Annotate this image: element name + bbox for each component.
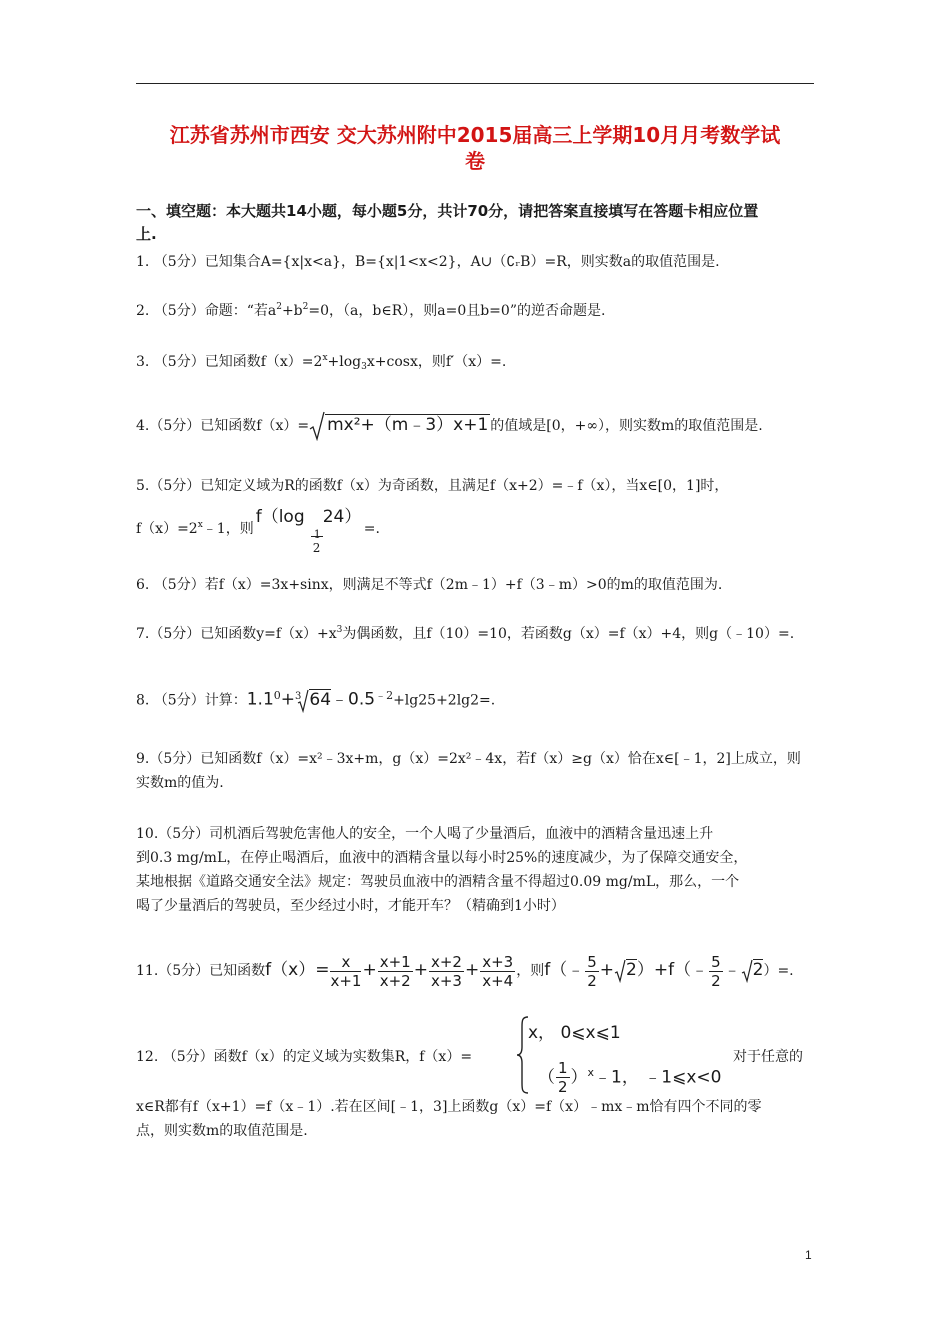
q11-frac-2 — [378, 953, 413, 990]
radical-sign-icon — [309, 411, 325, 441]
q8-half: ﹣0.5 — [331, 689, 376, 710]
q11-num-2: x+1 — [379, 952, 411, 971]
q4-part-a: 4.（5分）已知函数f（x）= — [136, 418, 310, 434]
question-12-lines — [136, 1095, 820, 1143]
q3-part-a: 3. （5分）已知函数f（x）=2 — [136, 354, 323, 370]
page-number: 1 — [805, 1248, 812, 1262]
q11-frac-1 — [330, 953, 361, 990]
q12-c2-rp: ） — [570, 1067, 588, 1088]
q12-c2-num: 1 — [558, 1059, 568, 1077]
q11-den-1: x+1 — [330, 971, 362, 990]
question-6-text: 6. （5分）若f（x）=3x+sinx，则满足不等式f（2m﹣1）+f（3﹣m）>0的m的取值范围为. — [136, 577, 723, 593]
q11-sign-minus: ﹣ — [723, 960, 741, 980]
page-title — [120, 122, 830, 174]
q8-base: 1.1 — [246, 689, 274, 710]
q11-fden-b: 2 — [711, 971, 721, 990]
q3-part-b: +log — [327, 354, 362, 370]
q7-sup: 3 — [336, 625, 343, 635]
q11-part-a: 11.（5分）已知函数 — [136, 963, 266, 979]
q12-frac-half — [556, 1059, 570, 1096]
q11-root-a: 2 — [626, 960, 637, 980]
q8-exp0: 0 — [273, 689, 281, 702]
q12-part-b: 对于任意的 — [733, 1049, 803, 1065]
q2-part-b: +b — [281, 303, 303, 319]
q5-formula — [254, 507, 364, 555]
q2-part-c: =0，（a，b∈R），则a=0且b=0”的逆否命题是. — [308, 303, 606, 319]
q11-part-b: ，则 — [516, 963, 545, 979]
q11-part-c: f（﹣ — [544, 960, 585, 980]
q9-line-2: 实数m的值为. — [136, 775, 224, 791]
q7-part-b: 为偶函数，且f（10）=10，若函数g（x）=f（x）+4，则g（﹣10）=. — [342, 626, 795, 642]
question-1-text: 1. （5分）已知集合A={x|x<a}，B={x|1<x<2}，A∪（∁ᵣB）=R，则实数a的取值范围是. — [136, 254, 720, 270]
section-heading-line-2: 上. — [136, 225, 157, 243]
q12-c2-rest: ﹣1， ﹣1⩽x<0 — [594, 1067, 722, 1088]
q11-frac-3 — [429, 953, 464, 990]
question-5-line-2 — [136, 507, 820, 555]
q12-case-2 — [538, 1059, 721, 1096]
q11-sign-plus: + — [599, 960, 615, 980]
radical-sign-icon — [614, 959, 626, 983]
q8-part-a: 8. （5分）计算： — [136, 692, 247, 709]
q11-frac-5-2-a — [585, 953, 599, 990]
question-1 — [136, 250, 820, 274]
q12-c2-den: 2 — [558, 1078, 568, 1096]
q12-line-3: 点，则实数m的取值范围是. — [136, 1123, 308, 1139]
q9-line-1: 9.（5分）已知函数f（x）=x²﹣3x+m，g（x）=2x²﹣4x，若f（x）≥g（x）恰在x∈[﹣1，2]上成立，则 — [136, 751, 801, 767]
q3-sup: x — [322, 353, 328, 363]
q7-part-a: 7.（5分）已知函数y=f（x）+x — [136, 626, 337, 642]
question-6 — [136, 573, 820, 597]
q11-part-d: ）+f（﹣ — [636, 960, 709, 980]
radical-sign-icon — [297, 689, 309, 713]
q11-num-3: x+2 — [430, 952, 462, 971]
q8-exp-neg2: ﹣2 — [375, 689, 394, 702]
question-3 — [136, 350, 820, 374]
q4-part-b: 的值域是[0，+∞），则实数m的取值范围是. — [490, 418, 763, 434]
q5-log-arg: 24） — [322, 507, 362, 527]
q2-sup-a: 2 — [276, 302, 282, 312]
q4-radicand: mx²+（m﹣3）x+1 — [327, 415, 489, 435]
question-9 — [136, 747, 820, 795]
q4-sqrt-formula — [309, 411, 490, 441]
q11-den-2: x+2 — [379, 971, 411, 990]
q5-part-a: f（x）=2 — [136, 521, 198, 537]
q12-part-a: 12. （5分）函数f（x）的定义域为实数集R，f（x）= — [136, 1049, 473, 1065]
q5-sup: x — [197, 520, 203, 530]
question-4 — [136, 411, 820, 441]
q11-fnum-b: 5 — [711, 952, 721, 971]
q11-num-4: x+3 — [482, 952, 514, 971]
q5-part-c: =. — [363, 521, 380, 537]
q11-root-b: 2 — [752, 960, 764, 980]
q11-fnum-a: 5 — [587, 952, 597, 971]
q11-fden-a: 2 — [587, 971, 597, 990]
q8-plus: + — [280, 689, 296, 710]
question-5 — [136, 474, 820, 498]
q5-base-den: 2 — [312, 541, 321, 555]
q5-log: f（log — [255, 507, 305, 527]
q12-c2-sup: x — [587, 1065, 595, 1079]
q11-num-1: x — [330, 953, 361, 972]
q5-base-num: 1 — [313, 528, 321, 541]
q5-line-1: 5.（5分）已知定义域为R的函数f（x）为奇函数，且满足f（x+2）=﹣f（x），当x∈[0，1]时， — [136, 478, 729, 494]
question-10 — [136, 822, 820, 918]
q10-line-1: 10.（5分）司机酒后驾驶危害他人的安全，一个人喝了少量酒后，血液中的酒精含量迅速上升 — [136, 826, 714, 842]
q8-root-index: 3 — [295, 691, 302, 702]
q12-line-2: x∈R都有f（x+1）=f（x﹣1）.若在区间[﹣1，3]上函数g（x）=f（x）﹣mx﹣m恰有四个不同的零 — [136, 1099, 762, 1115]
q12-c2-lp: （ — [538, 1067, 555, 1088]
q3-part-c: x+cosx，则f′（x）=. — [366, 354, 507, 370]
q11-part-e: ）=. — [763, 963, 794, 979]
question-8 — [136, 684, 820, 713]
q11-frac-5-2-b — [709, 953, 723, 990]
q11-den-3: x+3 — [430, 971, 462, 990]
q3-sub: 3 — [361, 362, 367, 372]
q10-line-2: 到0.3 mg/mL，在停止喝酒后，血液中的酒精含量以每小时25%的速度减少，为了保障交通安全， — [136, 850, 748, 866]
q5-part-b: ﹣1，则 — [202, 521, 254, 537]
q8-part-b: +lg25+2lg2=. — [393, 692, 496, 709]
q11-frac-4 — [480, 953, 515, 990]
header-rule — [136, 83, 814, 84]
q8-radicand: 64 — [309, 689, 332, 710]
radical-sign-icon — [741, 959, 753, 983]
title-line-1: 江苏省苏州市西安 交大苏州附中2015届高三上学期10月月考数学试 — [169, 123, 781, 147]
q12-case-1: x， 0⩽x⩽1 — [528, 1023, 621, 1043]
section-heading-line-1: 一、填空题：本大题共14小题，每小题5分，共计70分，请把答案直接填写在答题卡相应位置 — [136, 202, 759, 220]
question-11: 11.（5分）已知函数f（x）= $\frac{x}{x+1}$ + $\frac{x+1}{x+2}$ + $\frac{x+2}{x+3}$ + $\frac{x+3}{x+4}$ ，则f（﹣ $\frac{5}{2}$ + 2）+f（﹣ $\frac{5}{2}$ ﹣ 2）=. — [136, 952, 794, 990]
q10-line-3: 某地根据《道路交通安全法》规定：驾驶员血液中的酒精含量不得超过0.09 mg/mL，那么，一个 — [136, 874, 740, 890]
question-12-tail — [733, 1045, 823, 1069]
q11-f: f（x）= — [265, 960, 330, 980]
q2-sup-b: 2 — [302, 302, 309, 312]
title-line-2: 卷 — [465, 149, 485, 173]
q11-den-4: x+4 — [482, 971, 514, 990]
q10-line-4: 喝了少量酒后的驾驶员，至少经过小时，才能开车？（精确到1小时） — [136, 898, 565, 914]
q2-part-a: 2. （5分）命题：“若a — [136, 303, 277, 319]
question-2 — [136, 299, 820, 323]
question-7 — [136, 622, 820, 646]
section-heading — [136, 200, 826, 246]
